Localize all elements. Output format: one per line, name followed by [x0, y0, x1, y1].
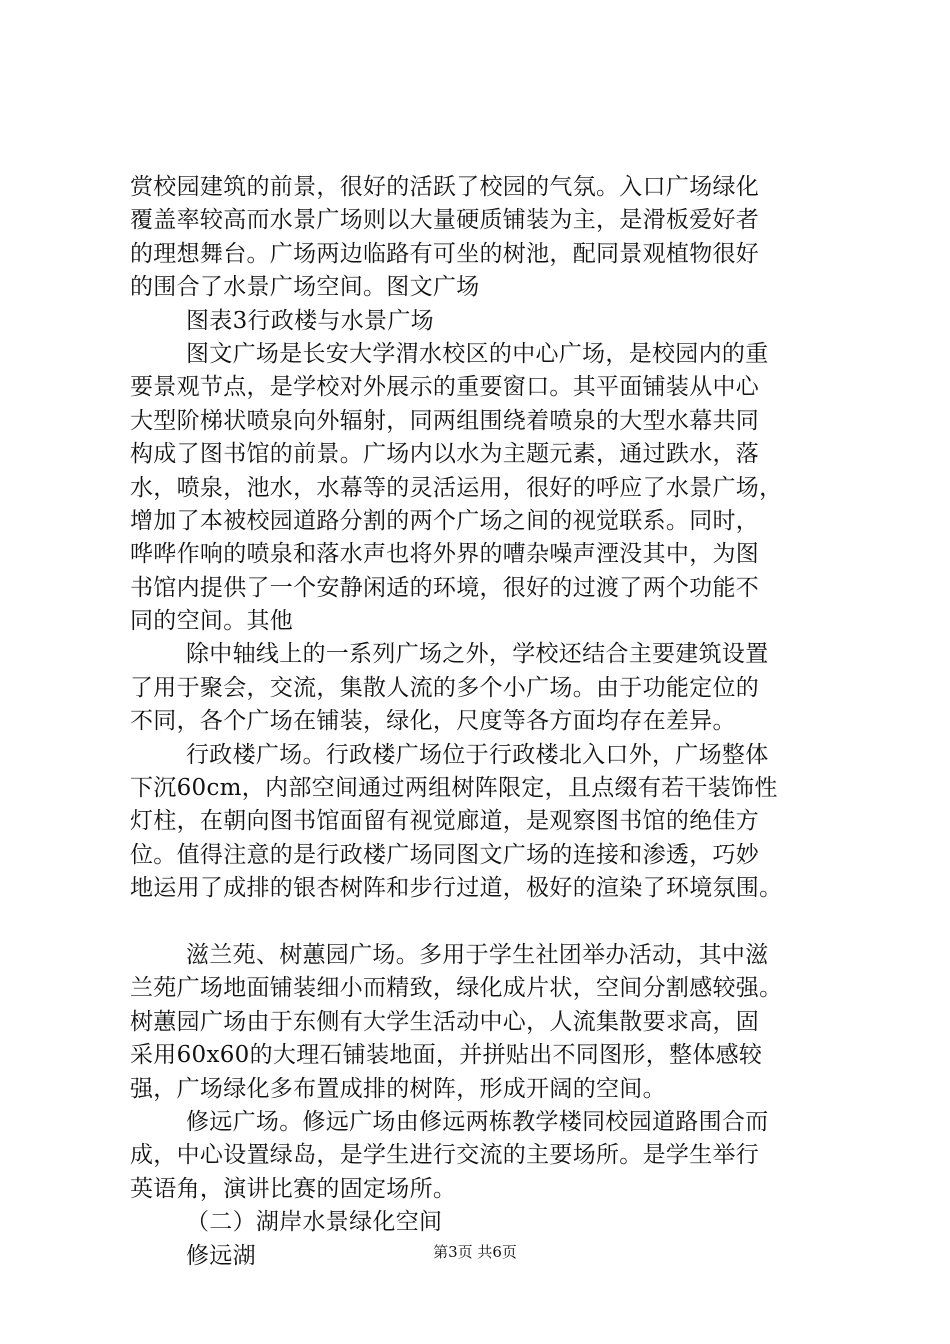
text-line: 同的空间。其他 [130, 608, 294, 635]
text-line: 位。值得注意的是行政楼广场同图文广场的连接和渗透，巧妙 [130, 841, 760, 868]
text-line: 英语角，演讲比赛的固定场所。 [130, 1175, 457, 1202]
text-line: 书馆内提供了一个安静闲适的环境，很好的过渡了两个功能不 [130, 574, 760, 601]
text-line: 了用于聚会，交流，集散人流的多个小广场。由于功能定位的 [130, 674, 760, 701]
text-line: 兰苑广场地面铺装细小而精致，绿化成片状，空间分割感较强。 [130, 975, 783, 1002]
text-line: 修远广场。修远广场由修远两栋教学楼同校园道路围合而 [186, 1108, 769, 1135]
text-line: 灯柱，在朝向图书馆面留有视觉廊道，是观察图书馆的绝佳方 [130, 808, 760, 835]
text-line: 强，广场绿化多布置成排的树阵，形成开阔的空间。 [130, 1075, 666, 1102]
text-line: 的理想舞台。广场两边临路有可坐的树池，配同景观植物很好 [130, 240, 760, 267]
text-line: 采用60x60的大理石铺装地面，并拼贴出不同图形，整体感较 [130, 1042, 763, 1069]
text-line: 赏校园建筑的前景，很好的活跃了校园的气氛。入口广场绿化 [130, 174, 760, 200]
text-line: 不同，各个广场在铺装，绿化，尺度等各方面均存在差异。 [130, 708, 736, 735]
text-line: 下沉60cm，内部空间通过两组树阵限定，且点缀有若干装饰性 [130, 775, 778, 802]
text-line: 除中轴线上的一系列广场之外，学校还结合主要建筑设置 [186, 641, 769, 668]
text-line: 图文广场是长安大学渭水校区的中心广场，是校园内的重 [186, 340, 769, 367]
text-line: 要景观节点，是学校对外展示的重要窗口。其平面铺装从中心 [130, 374, 760, 401]
figure-caption: 图表3行政楼与水景广场 [186, 307, 434, 334]
text-line: 覆盖率较高而水景广场则以大量硬质铺装为主，是滑板爱好者 [130, 207, 760, 234]
text-line: 行政楼广场。行政楼广场位于行政楼北入口外，广场整体 [186, 741, 769, 768]
text-line: 增加了本被校园道路分割的两个广场之间的视觉联系。同时， [130, 507, 760, 534]
document-body [130, 171, 830, 1273]
text-line: 哗哗作响的喷泉和落水声也将外界的嘈杂噪声湮没其中，为图 [130, 541, 760, 568]
subsection-heading: 修远湖 [186, 1242, 256, 1269]
text-line: 滋兰苑、树蕙园广场。多用于学生社团举办活动，其中滋 [186, 941, 769, 968]
text-line: 地运用了成排的银杏树阵和步行过道，极好的渲染了环境氛围。 [130, 875, 783, 902]
paragraph-gap [130, 906, 830, 939]
page-footer: 第3页 共6页 [433, 1243, 517, 1261]
text-line: 水，喷泉，池水，水幕等的灵活运用，很好的呼应了水景广场， [130, 474, 783, 501]
text-line: 的围合了水景广场空间。图文广场 [130, 274, 480, 301]
section-heading: （二）湖岸水景绿化空间 [186, 1209, 443, 1236]
text-line: 成，中心设置绿岛，是学生进行交流的主要场所。是学生举行 [130, 1142, 760, 1169]
text-line: 构成了图书馆的前景。广场内以水为主题元素，通过跌水，落 [130, 441, 760, 468]
text-line: 大型阶梯状喷泉向外辐射，同两组围绕着喷泉的大型水幕共同 [130, 407, 760, 434]
text-line: 树蕙园广场由于东侧有大学生活动中心，人流集散要求高，固 [130, 1008, 760, 1035]
